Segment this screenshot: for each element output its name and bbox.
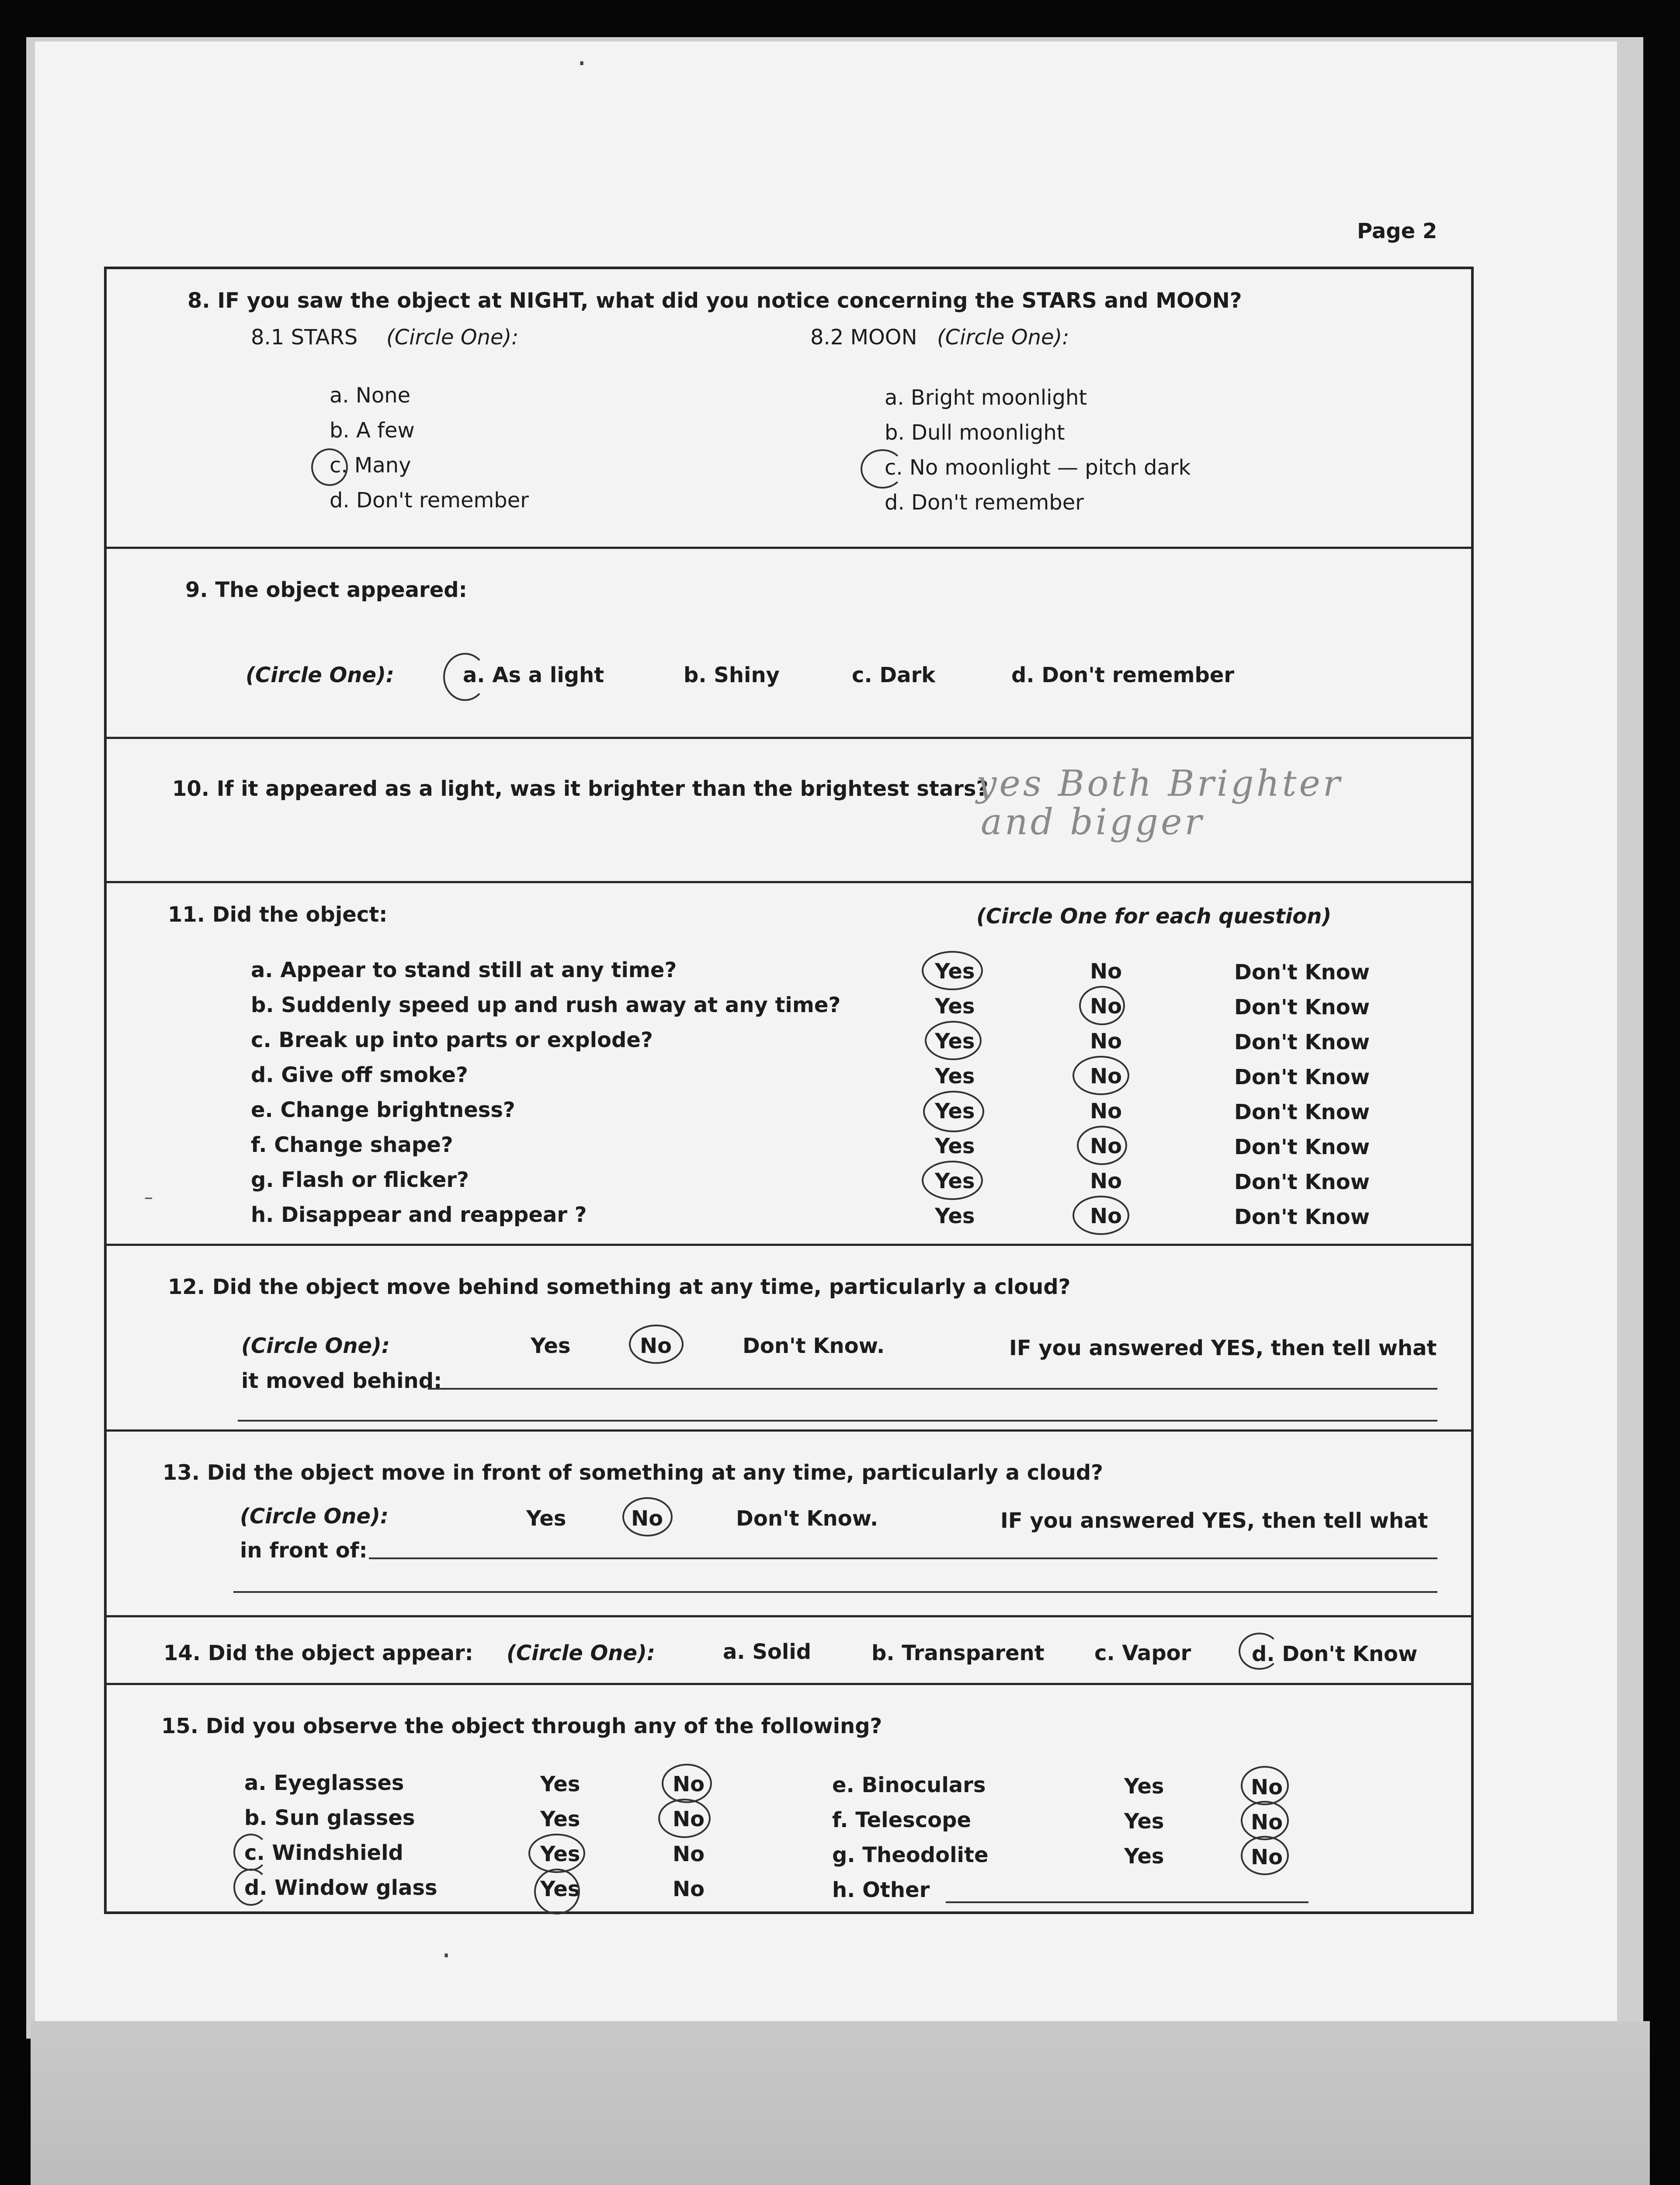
q15-yes-option[interactable]: Yes xyxy=(1124,1809,1164,1834)
answer-circle xyxy=(534,1869,580,1914)
film-lower-strip xyxy=(31,2021,1650,2185)
q13-question: 13. Did the object move in front of something at any time, particularly a cloud? xyxy=(163,1460,1103,1485)
answer-line[interactable] xyxy=(946,1901,1309,1903)
q11-dontknow-option[interactable]: Don't Know xyxy=(1234,1065,1370,1089)
q8-stars-note: (Circle One): xyxy=(386,325,519,350)
q15-item-label: b. Sun glasses xyxy=(244,1806,415,1830)
q8-moon-option-selected[interactable]: c. No moonlight — pitch dark xyxy=(885,455,1191,480)
q15-no-option-selected[interactable]: No xyxy=(1251,1810,1283,1835)
q14-option[interactable]: b. Transparent xyxy=(871,1641,1045,1665)
q11-no-option[interactable]: No xyxy=(1090,1099,1122,1124)
section-q14 xyxy=(107,1617,1471,1685)
q15-yes-option[interactable]: Yes xyxy=(540,1807,580,1831)
answer-circle xyxy=(629,1325,684,1364)
q14-option-selected[interactable]: d. Don't Know xyxy=(1252,1642,1418,1666)
answer-line[interactable] xyxy=(238,1420,1437,1422)
q8-moon-option[interactable]: d. Don't remember xyxy=(885,490,1084,515)
q15-no-option[interactable]: No xyxy=(673,1877,705,1901)
q11-dontknow-option[interactable]: Don't Know xyxy=(1234,1135,1370,1159)
q11-no-option[interactable]: No xyxy=(1090,1029,1122,1054)
stray-mark: – xyxy=(144,1187,153,1207)
q8-moon-note: (Circle One): xyxy=(937,325,1069,350)
q11-yes-option[interactable]: Yes xyxy=(935,994,975,1019)
q15-item-label: f. Telescope xyxy=(832,1808,972,1832)
q15-no-option-selected[interactable]: No xyxy=(1251,1845,1283,1869)
q13-yes-option[interactable]: Yes xyxy=(526,1506,566,1531)
q8-question: 8. IF you saw the object at NIGHT, what did you notice concerning the STARS and MOON? xyxy=(187,288,1242,313)
q8-moon-label: 8.2 MOON xyxy=(810,325,917,350)
q12-no-option-selected[interactable]: No xyxy=(640,1334,672,1358)
q12-circle-instruction: (Circle One): xyxy=(241,1334,390,1358)
q15-no-option-selected[interactable]: No xyxy=(1251,1775,1283,1800)
q14-option[interactable]: c. Vapor xyxy=(1094,1641,1191,1665)
q11-dontknow-option[interactable]: Don't Know xyxy=(1234,1030,1370,1054)
q9-option[interactable]: c. Dark xyxy=(852,663,936,687)
answer-circle xyxy=(1073,1056,1129,1095)
section-q15 xyxy=(107,1685,1471,1912)
answer-circle xyxy=(1241,1836,1289,1875)
q13-circle-instruction: (Circle One): xyxy=(240,1504,389,1529)
q13-dontknow-option[interactable]: Don't Know. xyxy=(736,1506,878,1531)
section-q13 xyxy=(107,1432,1471,1617)
q9-circle-instruction: (Circle One): xyxy=(246,663,395,687)
q11-dontknow-option[interactable]: Don't Know xyxy=(1234,960,1370,985)
q15-yes-option-selected[interactable]: Yes xyxy=(540,1842,580,1866)
q12-dontknow-option[interactable]: Don't Know. xyxy=(743,1334,885,1358)
stray-mark: · xyxy=(441,1938,451,1973)
q11-dontknow-option[interactable]: Don't Know xyxy=(1234,1170,1370,1194)
q11-no-option[interactable]: No xyxy=(1090,994,1122,1019)
q8-stars-option[interactable]: d. Don't remember xyxy=(330,488,529,513)
q15-item-label-selected: c. Windshield xyxy=(244,1841,403,1865)
q15-no-option-selected[interactable]: No xyxy=(673,1807,705,1831)
answer-circle xyxy=(925,1021,982,1060)
q14-question: 14. Did the object appear: xyxy=(163,1641,473,1665)
q14-circle-instruction: (Circle One): xyxy=(507,1641,656,1665)
answer-circle xyxy=(1073,1196,1129,1235)
q11-item-label: c. Break up into parts or explode? xyxy=(251,1028,653,1052)
q13-no-option-selected[interactable]: No xyxy=(631,1506,663,1531)
q13-follow-label: in front of: xyxy=(240,1538,368,1563)
answer-circle xyxy=(922,951,983,990)
answer-circle xyxy=(233,1869,268,1906)
q9-option-selected[interactable]: a. As a light xyxy=(463,663,604,687)
q11-item-label: g. Flash or flicker? xyxy=(251,1168,469,1192)
q15-item-label: e. Binoculars xyxy=(832,1773,986,1797)
q11-yes-option[interactable]: Yes xyxy=(935,1169,975,1193)
q9-option[interactable]: d. Don't remember xyxy=(1011,663,1235,687)
answer-line[interactable] xyxy=(369,1557,1437,1559)
answer-circle xyxy=(658,1799,711,1838)
page-number: Page 2 xyxy=(1357,219,1437,243)
answer-circle xyxy=(923,1091,984,1132)
q12-question: 12. Did the object move behind something at any time, particularly a cloud? xyxy=(168,1275,1071,1299)
answer-circle xyxy=(922,1161,983,1200)
answer-circle xyxy=(311,448,348,486)
q11-yes-option[interactable]: Yes xyxy=(935,1204,975,1228)
q9-option[interactable]: b. Shiny xyxy=(684,663,780,687)
answer-circle xyxy=(1077,1126,1127,1165)
q8-stars-option[interactable]: a. None xyxy=(330,383,411,408)
q10-question: 10. If it appeared as a light, was it brighter than the brightest stars? xyxy=(172,777,989,801)
answer-circle xyxy=(662,1764,712,1803)
q11-yes-option[interactable]: Yes xyxy=(935,1099,975,1124)
q8-stars-option-selected[interactable]: c. Many xyxy=(330,453,411,478)
q9-question: 9. The object appeared: xyxy=(185,578,467,602)
answer-circle xyxy=(1079,986,1125,1025)
q15-yes-option[interactable]: Yes xyxy=(540,1772,580,1797)
answer-circle xyxy=(1239,1633,1280,1670)
q11-no-option[interactable]: No xyxy=(1090,1134,1122,1158)
q11-yes-option[interactable]: Yes xyxy=(935,1029,975,1054)
q12-follow-label: it moved behind: xyxy=(241,1369,442,1393)
q12-yes-option[interactable]: Yes xyxy=(531,1334,571,1358)
q11-item-label: f. Change shape? xyxy=(251,1133,453,1157)
q11-no-option[interactable]: No xyxy=(1090,1204,1122,1228)
answer-line[interactable] xyxy=(233,1591,1437,1593)
q8-moon-option[interactable]: b. Dull moonlight xyxy=(885,420,1065,445)
questionnaire-form xyxy=(104,267,1474,1914)
q11-instruction: (Circle One for each question) xyxy=(976,904,1332,929)
section-q9 xyxy=(107,549,1471,739)
answer-circle xyxy=(233,1834,268,1871)
q11-question: 11. Did the object: xyxy=(168,902,388,927)
q14-option[interactable]: a. Solid xyxy=(723,1640,812,1664)
q11-dontknow-option[interactable]: Don't Know xyxy=(1234,1100,1370,1124)
stray-mark: · xyxy=(577,45,587,81)
q11-yes-option[interactable]: Yes xyxy=(935,959,975,984)
q15-no-option[interactable]: No xyxy=(673,1842,705,1866)
q11-dontknow-option[interactable]: Don't Know xyxy=(1234,1205,1370,1229)
q11-yes-option[interactable]: Yes xyxy=(935,1064,975,1089)
answer-circle xyxy=(861,449,904,489)
answer-circle xyxy=(622,1497,673,1536)
q11-dontknow-option[interactable]: Don't Know xyxy=(1234,995,1370,1020)
q11-item-label: a. Appear to stand still at any time? xyxy=(251,958,677,982)
answer-circle xyxy=(443,653,487,701)
q15-item-label: h. Other xyxy=(832,1878,930,1902)
section-q11 xyxy=(107,883,1471,1246)
q8-moon-option[interactable]: a. Bright moonlight xyxy=(885,385,1087,410)
q15-no-option-selected[interactable]: No xyxy=(673,1772,705,1797)
q15-yes-option[interactable]: Yes xyxy=(1124,1774,1164,1799)
q11-item-label: d. Give off smoke? xyxy=(251,1063,468,1087)
q11-no-option[interactable]: No xyxy=(1090,1169,1122,1193)
answer-line[interactable] xyxy=(428,1388,1437,1390)
q11-no-option[interactable]: No xyxy=(1090,1064,1122,1089)
q15-yes-option-selected[interactable]: Yes xyxy=(540,1877,580,1901)
q15-item-label: g. Theodolite xyxy=(832,1843,989,1867)
q11-yes-option[interactable]: Yes xyxy=(935,1134,975,1158)
q10-handwritten-answer: yes Both Brighter xyxy=(976,763,1343,805)
q10-handwritten-answer: and bigger xyxy=(981,801,1204,843)
q15-question: 15. Did you observe the object through any of the following? xyxy=(161,1714,882,1738)
answer-circle xyxy=(1241,1801,1289,1840)
q11-item-label: e. Change brightness? xyxy=(251,1098,515,1122)
q11-no-option[interactable]: No xyxy=(1090,959,1122,984)
q8-stars-option[interactable]: b. A few xyxy=(330,418,415,443)
q15-item-label: a. Eyeglasses xyxy=(244,1771,404,1795)
q15-item-label-selected: d. Window glass xyxy=(244,1876,437,1900)
q13-ifyes-text: IF you answered YES, then tell what xyxy=(1000,1509,1428,1533)
section-q12 xyxy=(107,1246,1471,1432)
q8-stars-label: 8.1 STARS xyxy=(251,325,358,350)
q11-item-label: b. Suddenly speed up and rush away at any time? xyxy=(251,993,841,1017)
section-q10 xyxy=(107,739,1471,883)
section-q8 xyxy=(107,269,1471,549)
q12-ifyes-text: IF you answered YES, then tell what xyxy=(1009,1336,1437,1360)
answer-circle xyxy=(528,1834,585,1873)
q15-yes-option[interactable]: Yes xyxy=(1124,1844,1164,1869)
answer-circle xyxy=(1241,1766,1289,1805)
q11-item-label: h. Disappear and reappear ? xyxy=(251,1203,587,1227)
